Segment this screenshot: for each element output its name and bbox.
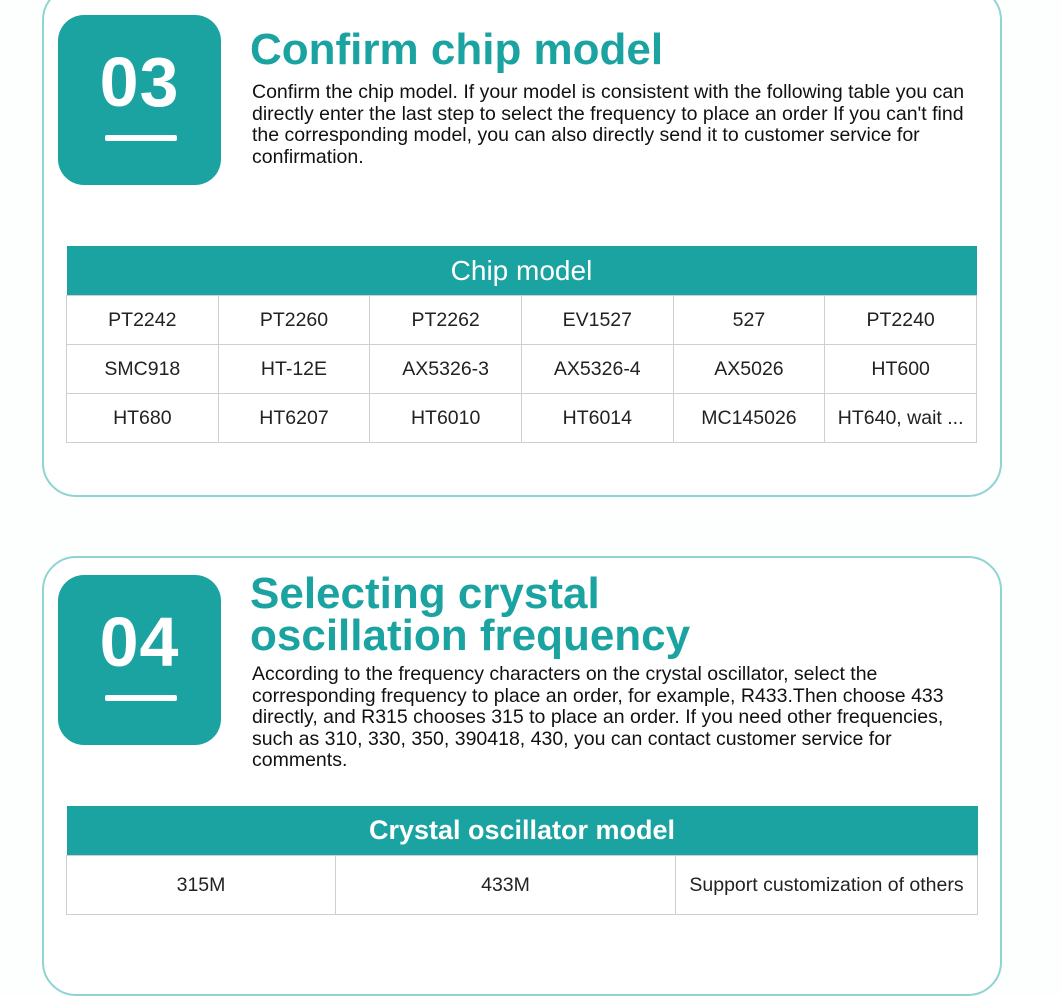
table-cell: HT6010 <box>370 394 522 443</box>
step-04-badge <box>58 575 221 745</box>
table-cell: EV1527 <box>521 296 673 345</box>
crystal-table-header: Crystal oscillator model <box>67 806 978 856</box>
chip-table-header: Chip model <box>67 246 977 296</box>
badge-underline <box>105 695 177 701</box>
table-cell: 433M <box>336 856 676 915</box>
chip-model-table <box>66 246 977 443</box>
table-row <box>67 345 977 394</box>
badge-underline <box>105 135 177 141</box>
crystal-oscillator-table <box>66 806 978 915</box>
table-cell: SMC918 <box>67 345 219 394</box>
table-cell: PT2260 <box>218 296 370 345</box>
section-03-description: Confirm the chip model. If your model is consistent with the following table you can directly enter the last step to select the frequency to place an order If you can't find the corresponding model, you can also directly send it to customer service for confirmation. <box>252 81 965 168</box>
table-cell: HT680 <box>67 394 219 443</box>
table-cell: HT-12E <box>218 345 370 394</box>
table-cell: Support customization of others <box>676 856 978 915</box>
table-cell: HT6207 <box>218 394 370 443</box>
table-cell: AX5026 <box>673 345 825 394</box>
table-cell: HT600 <box>825 345 977 394</box>
table-cell: HT640, wait ... <box>825 394 977 443</box>
table-cell: 527 <box>673 296 825 345</box>
table-cell: AX5326-3 <box>370 345 522 394</box>
table-cell: HT6014 <box>521 394 673 443</box>
step-number: 04 <box>99 603 180 681</box>
step-number: 03 <box>99 43 180 121</box>
table-cell: PT2240 <box>825 296 977 345</box>
table-cell: 315M <box>67 856 336 915</box>
table-row <box>67 394 977 443</box>
step-03-badge <box>58 15 221 185</box>
section-04-description: According to the frequency characters on the crystal oscillator, select the corresponding frequency to place an order, for example, R433.Then choose 433 directly, and R315 chooses 315 to place an order. If you need other frequencies, such as 310, 330, 350, 390418, 430, you can contact customer service for comments. <box>252 663 944 771</box>
table-cell: AX5326-4 <box>521 345 673 394</box>
table-cell: PT2242 <box>67 296 219 345</box>
section-04-title: Selecting crystal oscillation frequency <box>250 569 691 660</box>
table-row <box>67 856 978 915</box>
table-cell: MC145026 <box>673 394 825 443</box>
table-row <box>67 296 977 345</box>
table-cell: PT2262 <box>370 296 522 345</box>
section-03-title: Confirm chip model <box>250 25 664 74</box>
